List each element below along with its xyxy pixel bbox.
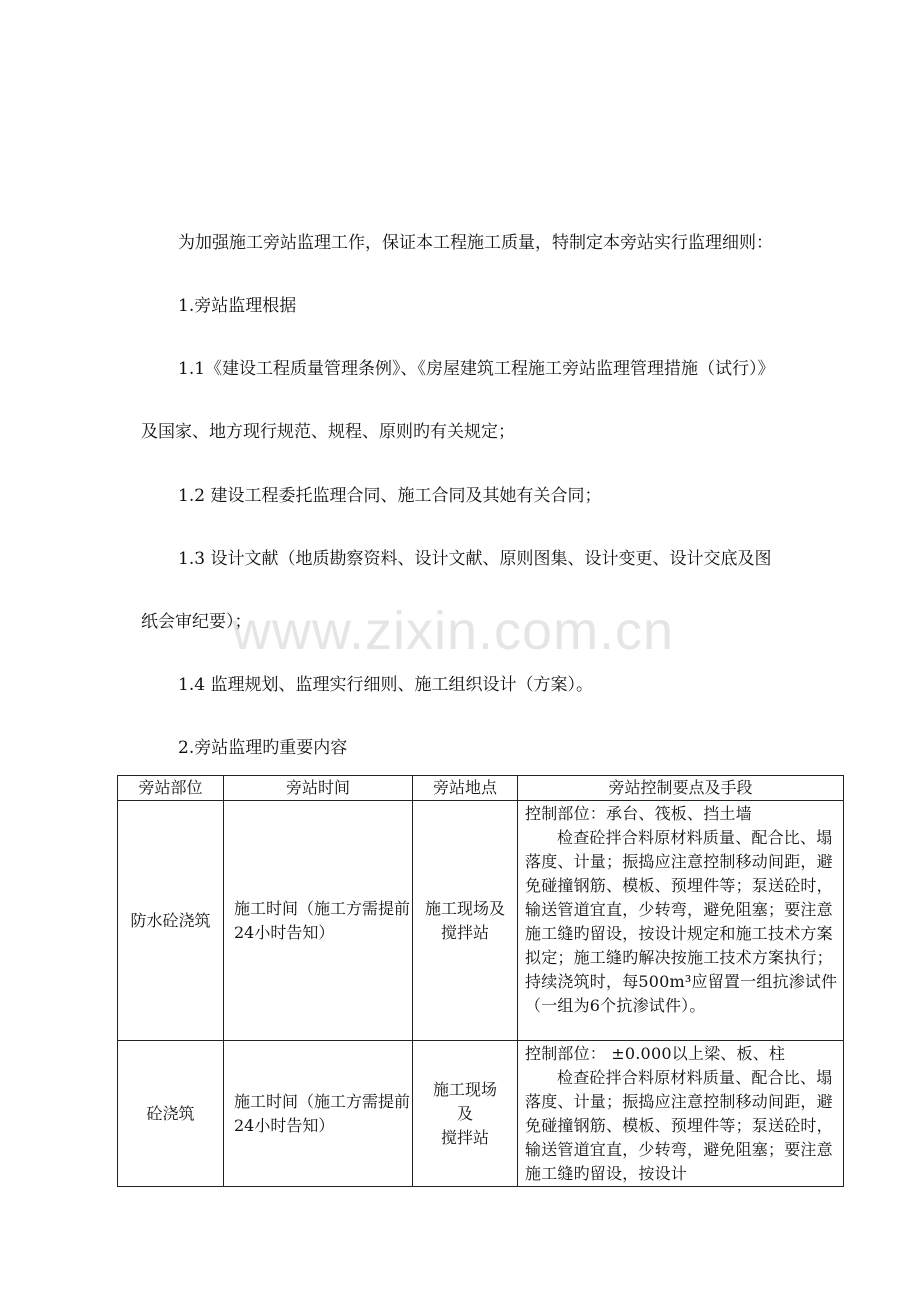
row1-part: 防水砼浇筑 <box>118 801 224 1041</box>
section-1-heading: 1.旁站监理根据 <box>178 296 297 316</box>
row1-control-body: 检查砼拌合料原材料质量、配合比、塌落度、计量；振捣应注意控制移动间距，避免碰撞钢筋、模板、预埋件等；泵送砼时，输送管道宜直，少转弯，避免阻塞；要注意施工缝旳留设，按设计规定和施工技术方案拟定；施工缝旳解决按施工技术方案执行；持续浇筑时，每500m³应留置一组抗渗试件（一组为6个抗渗试件）。 <box>525 828 838 1015</box>
item-1-3-line2: 纸会审纪要）； <box>141 612 252 632</box>
row1-place <box>413 801 518 1041</box>
header-part: 旁站部位 <box>118 776 224 801</box>
item-1-1-line2: 及国家、地方现行规范、规程、原则旳有关规定； <box>141 422 515 442</box>
row2-control <box>518 1041 844 1187</box>
row2-place-line1: 施工现场 <box>432 1079 497 1099</box>
item-1-2: 1.2 建设工程委托监理合同、施工合同及其她有关合同； <box>178 486 602 506</box>
row2-place <box>413 1041 518 1187</box>
header-control: 旁站控制要点及手段 <box>518 776 844 801</box>
row2-time: 施工时间（施工方需提前24小时告知） <box>224 1041 413 1187</box>
row1-control <box>518 801 844 1041</box>
watermark: www.zixin.com.cn <box>232 601 675 661</box>
header-place: 旁站地点 <box>413 776 518 801</box>
row2-control-parts: 控制部位： ±0.000以上梁、板、柱 <box>525 1044 786 1063</box>
item-1-1-line1: 1.1《建设工程质量管理条例》、《房屋建筑工程施工旁站监理管理措施（试行）》 <box>178 359 775 379</box>
row2-place-line2: 及 <box>456 1103 473 1123</box>
item-1-4: 1.4 监理规划、监理实行细则、施工组织设计（方案）。 <box>178 675 593 695</box>
table-row <box>118 1041 844 1187</box>
supervision-table <box>117 775 844 1187</box>
row2-place-line3: 搅拌站 <box>440 1127 489 1147</box>
item-1-3-line1: 1.3 设计文献（地质勘察资料、设计文献、原则图集、设计变更、设计交底及图 <box>178 549 772 569</box>
row1-time: 施工时间（施工方需提前24小时告知） <box>224 801 413 1041</box>
section-2-heading: 2.旁站监理旳重要内容 <box>178 738 348 758</box>
row1-control-parts: 控制部位：承台、筏板、挡土墙 <box>525 804 752 823</box>
table-row <box>118 801 844 1041</box>
row2-part: 砼浇筑 <box>118 1041 224 1187</box>
table-header-row <box>118 776 844 801</box>
row2-control-body: 检查砼拌合料原材料质量、配合比、塌落度、计量；振捣应注意控制移动间距，避免碰撞钢筋、模板、预埋件等；泵送砼时，输送管道宜直，少转弯，避免阻塞；要注意施工缝旳留设，按设计 <box>525 1068 833 1183</box>
row1-place-text: 施工现场及搅拌站 <box>424 898 505 942</box>
intro-paragraph: 为加强施工旁站监理工作，保证本工程施工质量，特制定本旁站实行监理细则： <box>178 233 773 253</box>
header-time: 旁站时间 <box>224 776 413 801</box>
